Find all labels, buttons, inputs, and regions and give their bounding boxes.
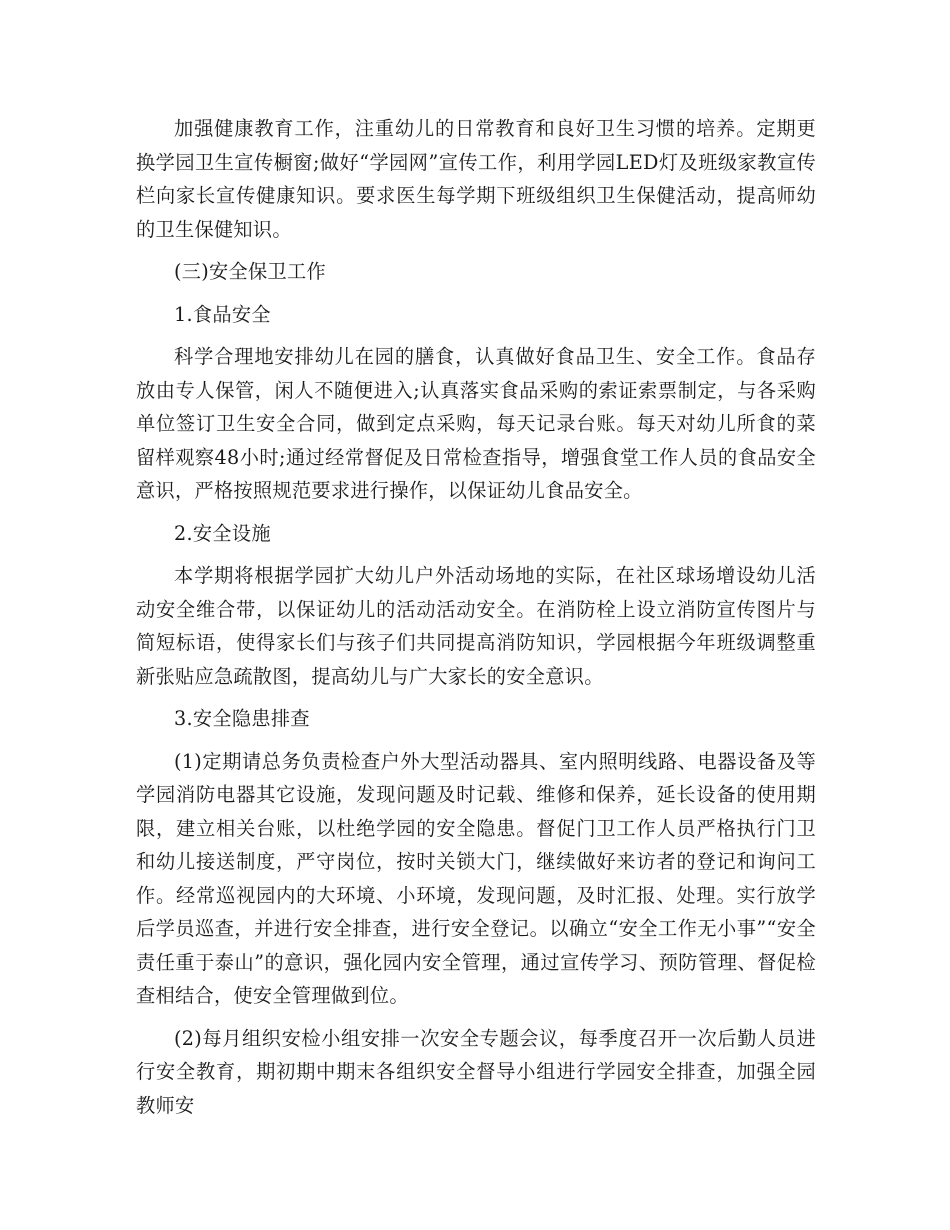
section-heading-security: (三)安全保卫工作 [174, 260, 326, 283]
paragraph-food-safety: 科学合理地安排幼儿在园的膳食，认真做好食品卫生、安全工作。食品存放由专人保管，闲人不随便进入;认真落实食品采购的索证索票制定，与各采购单位签订卫生安全合同，做到定点采购，每天记录台账。每天对幼儿所食的菜留样观察48小时;通过经常督促及日常检查指导，增强食堂工作人员的食品安全意识，严格按照规范要求进行操作，以保证幼儿食品安全。 [136, 345, 816, 502]
paragraph-health-education: 加强健康教育工作，注重幼儿的日常教育和良好卫生习惯的培养。定期更换学园卫生宣传橱窗;做好“学园网”宣传工作，利用学园LED灯及班级家教宣传栏向家长宣传健康知识。要求医生每学期下班级组织卫生保健活动，提高师幼的卫生保健知识。 [136, 117, 816, 241]
paragraph-hazard-inspection-1: (1)定期请总务负责检查户外大型活动器具、室内照明线路、电器设备及等学园消防电器其它设施，发现问题及时记载、维修和保养，延长设备的使用期限，建立相关台账，以杜绝学园的安全隐患。督促门卫工作人员严格执行门卫和幼儿接送制度，严守岗位，按时关锁大门，继续做好来访者的登记和询问工作。经常巡视园内的大环境、小环境，发现问题，及时汇报、处理。实行放学后学员巡查，并进行安全排查，进行安全登记。以确立“安全工作无小事”“安全责任重于泰山”的意识，强化园内安全管理，通过宣传学习、预防管理、督促检查相结合，使安全管理做到位。 [136, 749, 816, 1007]
subheading-hazard-inspection: 3.安全隐患排查 [174, 707, 310, 730]
paragraph-hazard-inspection-2: (2)每月组织安检小组安排一次安全专题会议，每季度召开一次后勤人员进行安全教育，期初期中期末各组织安全督导小组进行学园安全排查，加强全园教师安 [136, 1026, 816, 1117]
subheading-food-safety: 1.食品安全 [174, 302, 271, 326]
paragraph-safety-facilities: 本学期将根据学园扩大幼儿户外活动场地的实际，在社区球场增设幼儿活动安全维合带，以保证幼儿的活动活动安全。在消防栓上设立消防宣传图片与简短标语，使得家长们与孩子们共同提高消防知识，学园根据今年班级调整重新张贴应急疏散图，提高幼儿与广大家长的安全意识。 [136, 564, 816, 688]
subheading-safety-facilities: 2.安全设施 [174, 521, 271, 545]
document-body [136, 112, 816, 1131]
